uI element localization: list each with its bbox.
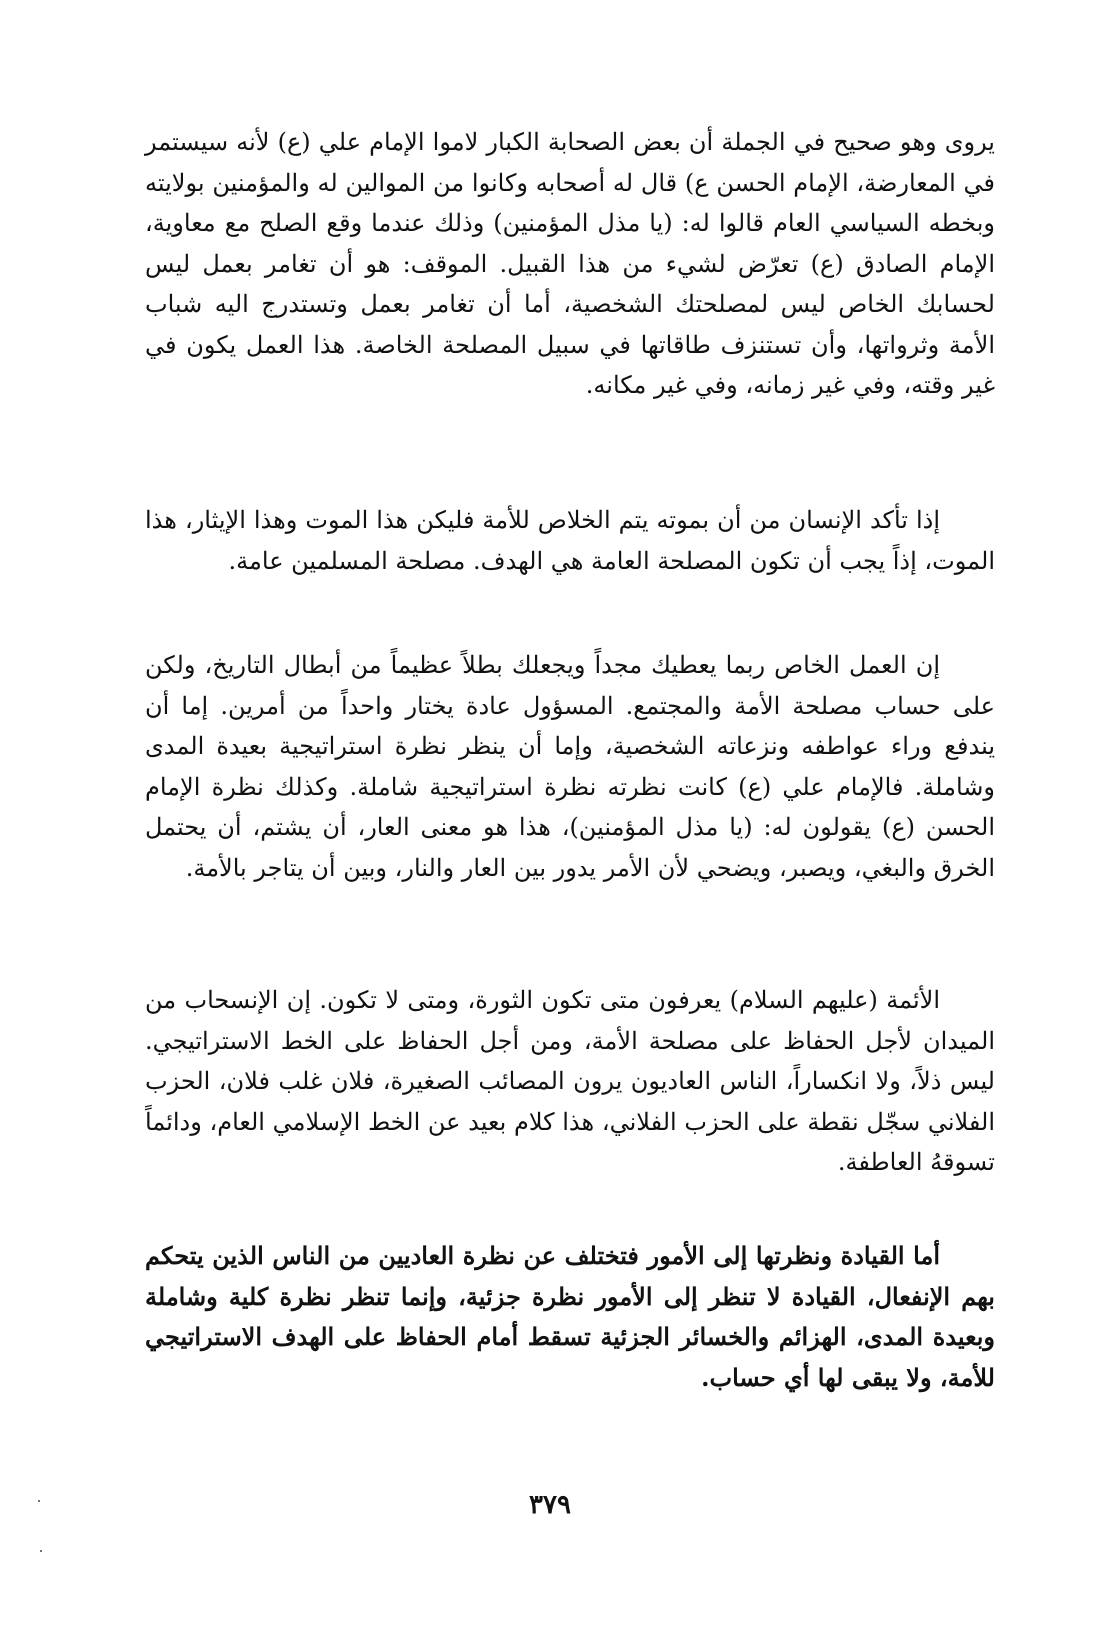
paragraph-2 xyxy=(145,500,995,581)
page-number: ٣٧٩ xyxy=(529,1490,571,1520)
paragraph-1 xyxy=(145,122,995,406)
scan-speck xyxy=(40,1550,42,1552)
paragraph-2-text: إذا تأكد الإنسان من أن بموته يتم الخلاص للأمة فليكن هذا الموت وهذا الإيثار، هذا الموت، إذاً يجب أن تكون المصلحة العامة هي الهدف. مصلحة المسلمين عامة. xyxy=(145,506,995,575)
paragraph-1-text: يروى وهو صحيح في الجملة أن بعض الصحابة الكبار لاموا الإمام علي (ع) لأنه سيستمر في المعارضة، الإمام الحسن ع) قال له أصحابه وكانوا من الموالين له والمؤمنين بولايته وبخطه السياسي العام قالوا له: (يا مذل المؤمنين) وذلك عندما وقع الصلح مع معاوية، الإمام الصادق (ع) تعرّض لشيء من هذا القبيل. الموقف: هو أن تغامر بعمل ليس لحسابك الخاص ليس لمصلحتك الشخصية، أما أن تغامر بعمل وتستدرج اليه شباب الأمة وثرواتها، وأن تستنزف طاقاتها في سبيل المصلحة الخاصة. هذا العمل يكون في غير وقته، وفي غير زمانه، وفي غير مكانه. xyxy=(145,128,995,399)
scan-speck xyxy=(38,1500,40,1502)
paragraph-4 xyxy=(145,980,995,1183)
paragraph-5-text: أما القيادة ونظرتها إلى الأمور فتختلف عن نظرة العاديين من الناس الذين يتحكم بهم الإنفعال، القيادة لا تنظر إلى الأمور نظرة جزئية، وإنما تنظر نظرة كلية وشاملة وبعيدة المدى، الهزائم والخسائر الجزئية تسقط أمام الحفاظ على الهدف الاستراتيجي للأمة، ولا يبقى لها أي حساب. xyxy=(145,1241,995,1392)
paragraph-5 xyxy=(145,1236,995,1398)
paragraph-3-text: إن العمل الخاص ربما يعطيك مجداً ويجعلك بطلاً عظيماً من أبطال التاريخ، ولكن على حساب مصلحة الأمة والمجتمع. المسؤول عادة يختار واحداً من أمرين. إما أن يندفع وراء عواطفه ونزعاته الشخصية، وإما أن ينظر نظرة استراتيجية بعيدة المدى وشاملة. فالإمام علي (ع) كانت نظرته نظرة استراتيجية شاملة. وكذلك نظرة الإمام الحسن (ع) يقولون له: (يا مذل المؤمنين)، هذا هو معنى العار، أن يشتم، أن يحتمل الخرق والبغي، ويصبر، ويضحي لأن الأمر يدور بين العار والنار، وبين أن يتاجر بالأمة. xyxy=(145,651,995,882)
paragraph-4-text: الأئمة (عليهم السلام) يعرفون متى تكون الثورة، ومتى لا تكون. إن الإنسحاب من الميدان لأجل الحفاظ على مصلحة الأمة، ومن أجل الحفاظ على الخط الاستراتيجي. ليس ذلاً، ولا انكساراً، الناس العاديون يرون المصائب الصغيرة، فلان غلب فلان، الحزب الفلاني سجّل نقطة على الحزب الفلاني، هذا كلام بعيد عن الخط الإسلامي العام، ودائماً تسوقهُ العاطفة. xyxy=(145,986,995,1176)
paragraph-3 xyxy=(145,645,995,888)
